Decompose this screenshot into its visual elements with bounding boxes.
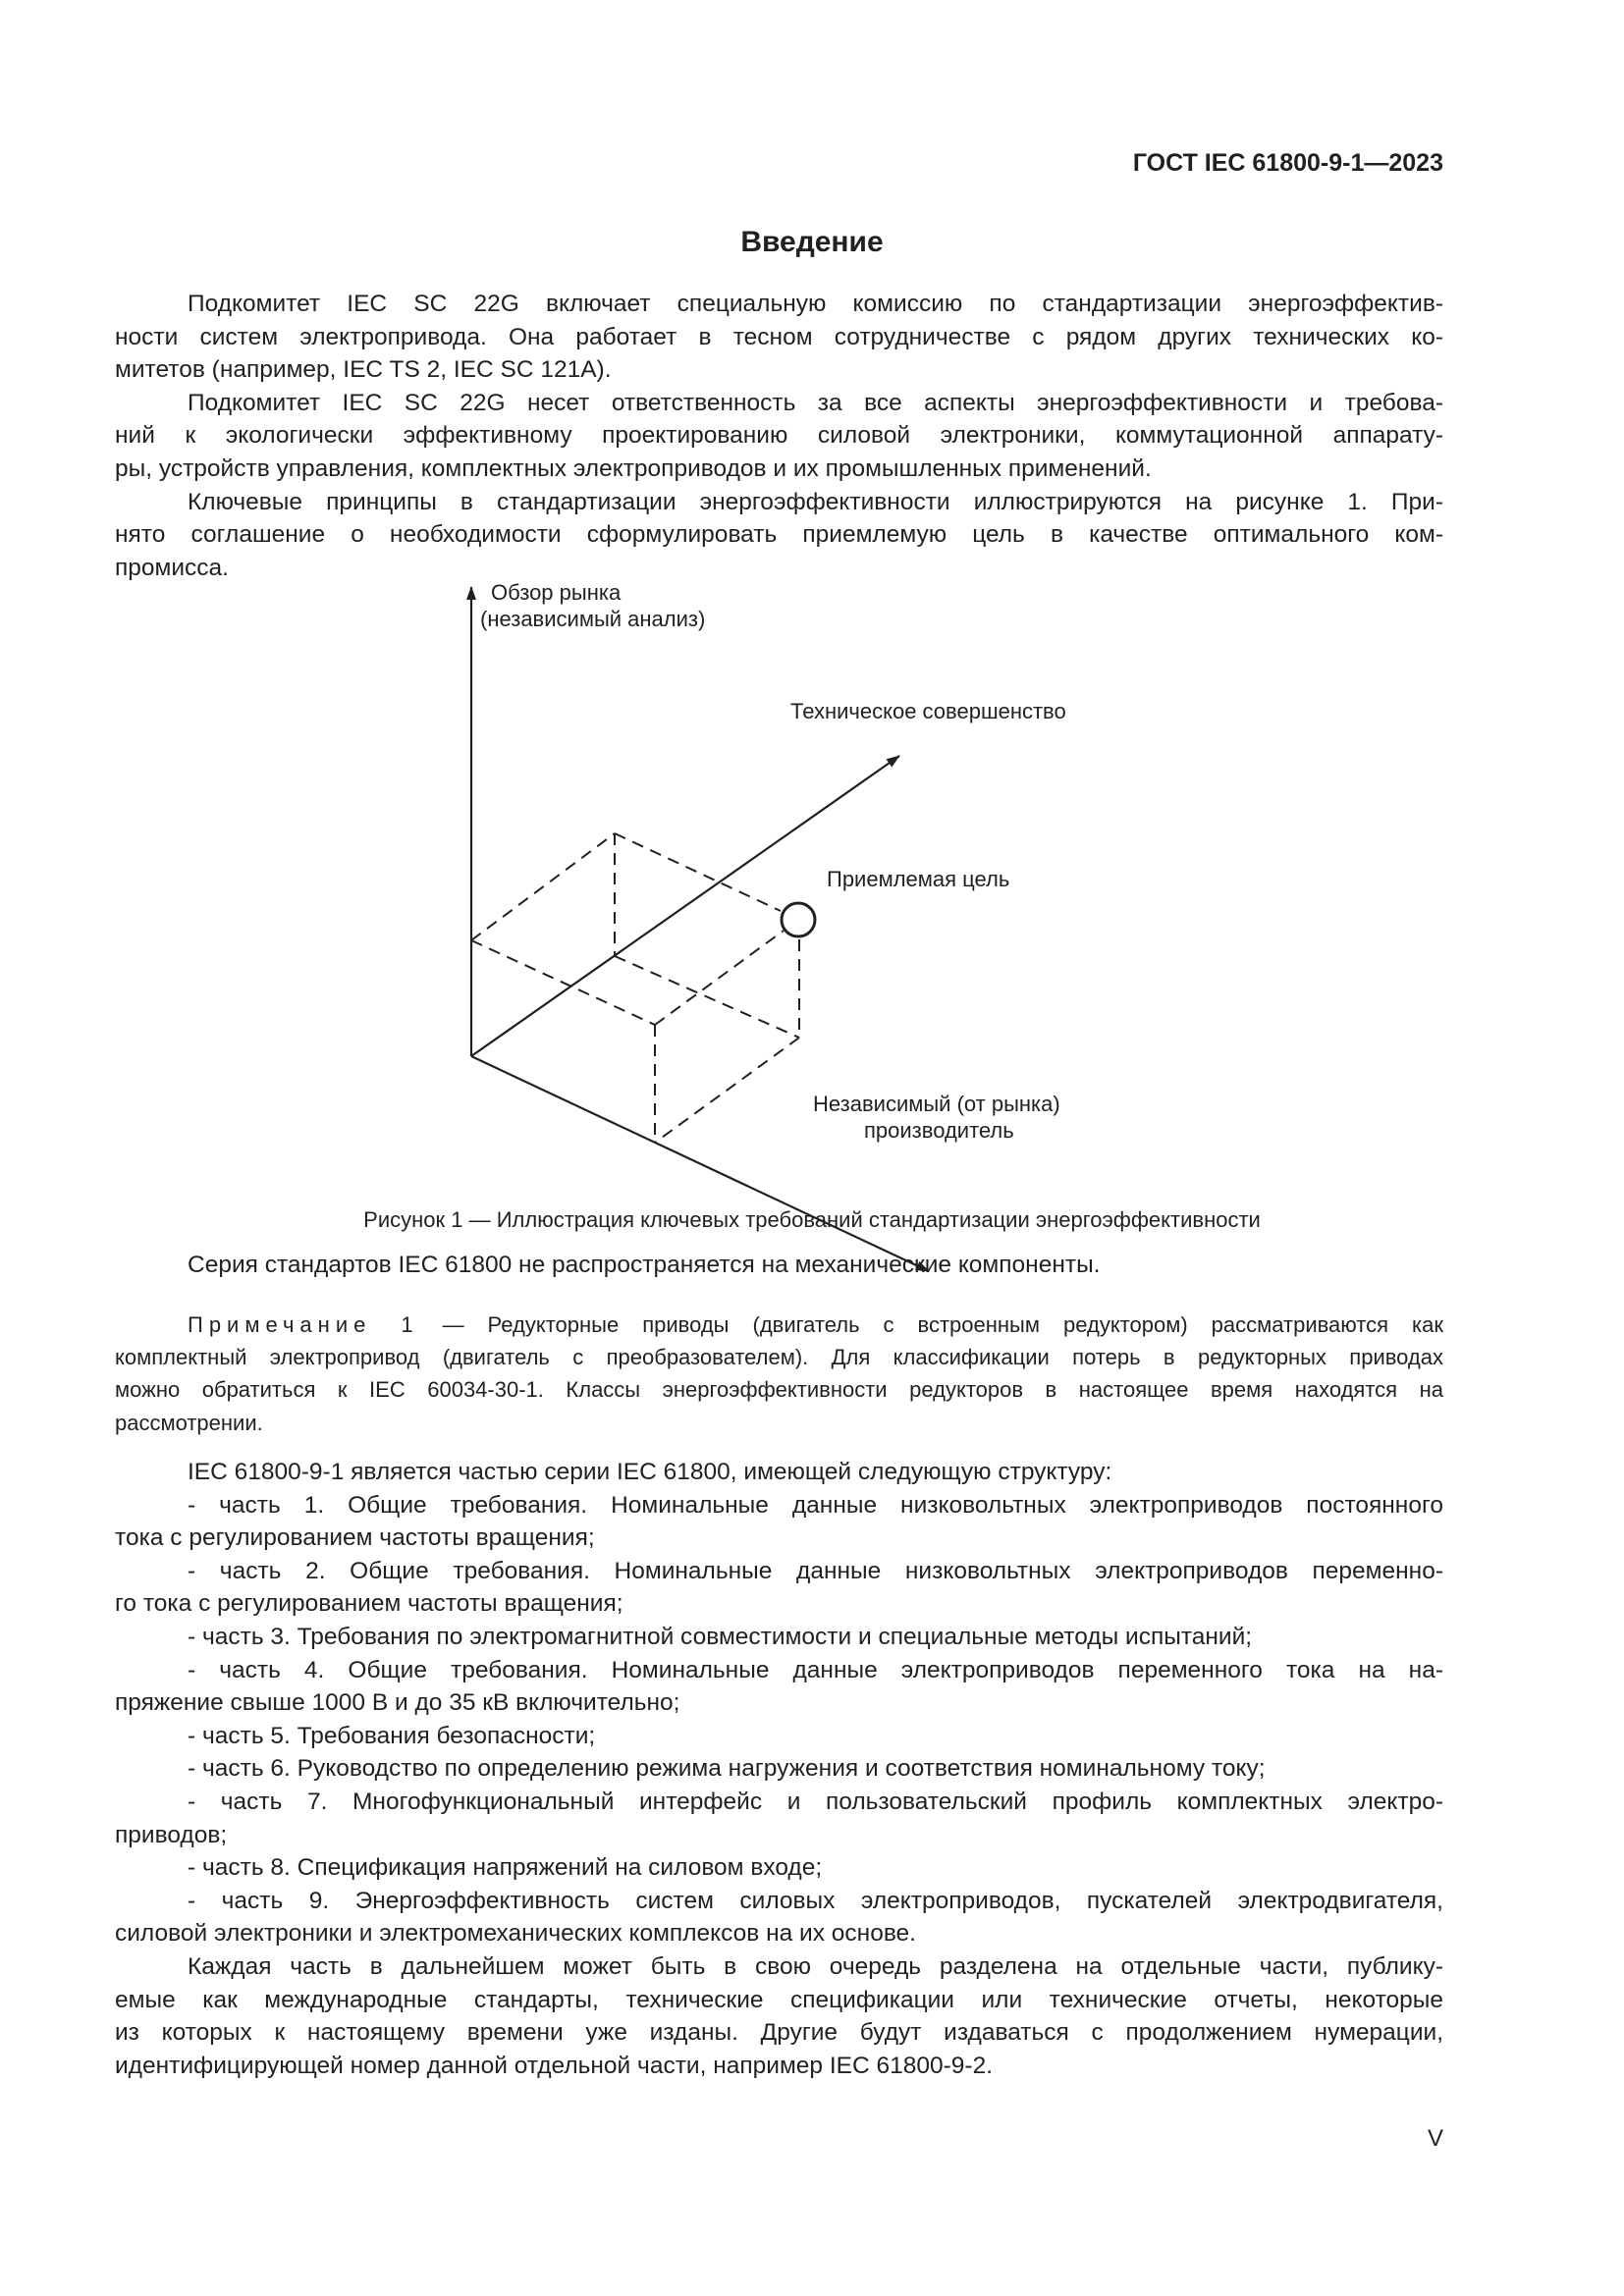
list-item-line: пряжение свыше 1000 В и до 35 кВ включительно; [115, 1689, 680, 1717]
series-paragraph [115, 1249, 1443, 1282]
list-item-line: емые как международные стандарты, технические спецификации или технические отчеты, некоторые [115, 1986, 1443, 2013]
paragraph-line: митетов (например, IEC TS 2, IEC SC 121A). [115, 356, 612, 384]
list-item-line: - часть 7. Многофункциональный интерфейс и пользовательский профиль комплектных электро- [188, 1788, 1443, 1815]
list-item-line: - часть 5. Требования безопасности; [188, 1722, 596, 1749]
paragraph-line: Подкомитет IEC SC 22G включает специальную комиссию по стандартизации энергоэффектив- [188, 291, 1443, 317]
z-axis-label: Техническое совершенство [790, 699, 1066, 723]
note-line: можно обратиться к IEC 60034-30-1. Классы энергоэффективности редукторов в настоящее время находятся на [115, 1377, 1443, 1403]
list-item-line: идентифицирующей номер данной отдельной части, например IEC 61800-9-2. [115, 2052, 993, 2079]
structure-list [115, 1456, 1443, 2082]
x-axis-label-2: производитель [864, 1118, 1014, 1143]
note-label: Примечание 1 [188, 1312, 419, 1337]
y-axis-label-2: (независимый анализ) [480, 607, 706, 631]
paragraph-line: ности систем электропривода. Она работает в тесном сотрудничестве с рядом других технических ко- [115, 323, 1443, 350]
figure-caption: Рисунок 1 — Иллюстрация ключевых требований стандартизации энергоэффективности [363, 1207, 1261, 1232]
z-axis [471, 756, 899, 1056]
list-item-line: приводов; [115, 1821, 228, 1848]
acceptable-target-marker [782, 903, 815, 936]
paragraph-line: Серия стандартов IEC 61800 не распространяется на механические компоненты. [188, 1252, 1101, 1278]
paragraph-line: ний к экологически эффективному проектированию силовой электроники, коммутационной аппарату- [115, 422, 1443, 450]
note-line: комплектный электропривод (двигатель с преобразователем). Для классификации потерь в редукторных приводах [115, 1345, 1443, 1370]
list-item-line: IEC 61800-9-1 является частью серии IEC 61800, имеющей следующую структуру: [188, 1459, 1112, 1485]
list-item-line: - часть 2. Общие требования. Номинальные данные низковольтных электроприводов переменно- [188, 1557, 1443, 1584]
list-item-line: - часть 1. Общие требования. Номинальные данные низковольтных электроприводов постоянного [188, 1491, 1443, 1519]
x-axis [471, 1056, 929, 1271]
list-item-line: тока с регулированием частоты вращения; [115, 1524, 595, 1552]
list-item-line: - часть 6. Руководство по определению режима нагружения и соответствия номинальному току; [188, 1755, 1266, 1783]
list-item-line: силовой электроники и электромеханических комплексов на их основе. [115, 1920, 916, 1948]
list-item-line: из которых к настоящему времени уже изданы. Другие будут издаваться с продолжением нумерации, [115, 2019, 1443, 2047]
section-title: Введение [740, 226, 884, 258]
note-text: — Редукторные приводы (двигатель с встроенным редуктором) рассматриваются как [418, 1312, 1444, 1337]
paragraph-line: нято соглашение о необходимости сформулировать приемлемую цель в качестве оптимального ком- [115, 521, 1443, 549]
list-item-line: - часть 8. Спецификация напряжений на силовом входе; [188, 1854, 823, 1882]
list-item-line: го тока с регулированием частоты вращения; [115, 1590, 623, 1618]
list-item-line: Каждая часть в дальнейшем может быть в свою очередь разделена на отдельные части, публику- [188, 1952, 1443, 1980]
paragraph-line: Ключевые принципы в стандартизации энергоэффективности иллюстрируются на рисунке 1. При- [188, 488, 1443, 515]
list-item-line: - часть 3. Требования по электромагнитной совместимости и специальные методы испытаний; [188, 1623, 1253, 1650]
list-item-line: - часть 9. Энергоэффективность систем силовых электроприводов, пускателей электродвигателя, [188, 1887, 1443, 1914]
paragraph-line: Подкомитет IEC SC 22G несет ответственность за все аспекты энергоэффективности и требова- [188, 389, 1443, 416]
page-number: V [1427, 2125, 1443, 2152]
document-header: ГОСТ IEC 61800-9-1—2023 [1132, 149, 1443, 177]
list-item-line: - часть 4. Общие требования. Номинальные данные электроприводов переменного тока на на- [188, 1656, 1443, 1683]
note-1 [115, 1308, 1443, 1439]
note-line [115, 1308, 1443, 1341]
y-axis-label: Обзор рынка [491, 580, 622, 605]
target-box [471, 833, 799, 1143]
paragraph-line: промисса. [115, 554, 229, 581]
x-axis-label: Независимый (от рынка) [813, 1092, 1060, 1116]
paragraph-line: ры, устройств управления, комплектных электроприводов и их промышленных применений. [115, 454, 1152, 482]
note-line: рассмотрении. [115, 1410, 263, 1435]
target-label: Приемлемая цель [827, 867, 1010, 891]
